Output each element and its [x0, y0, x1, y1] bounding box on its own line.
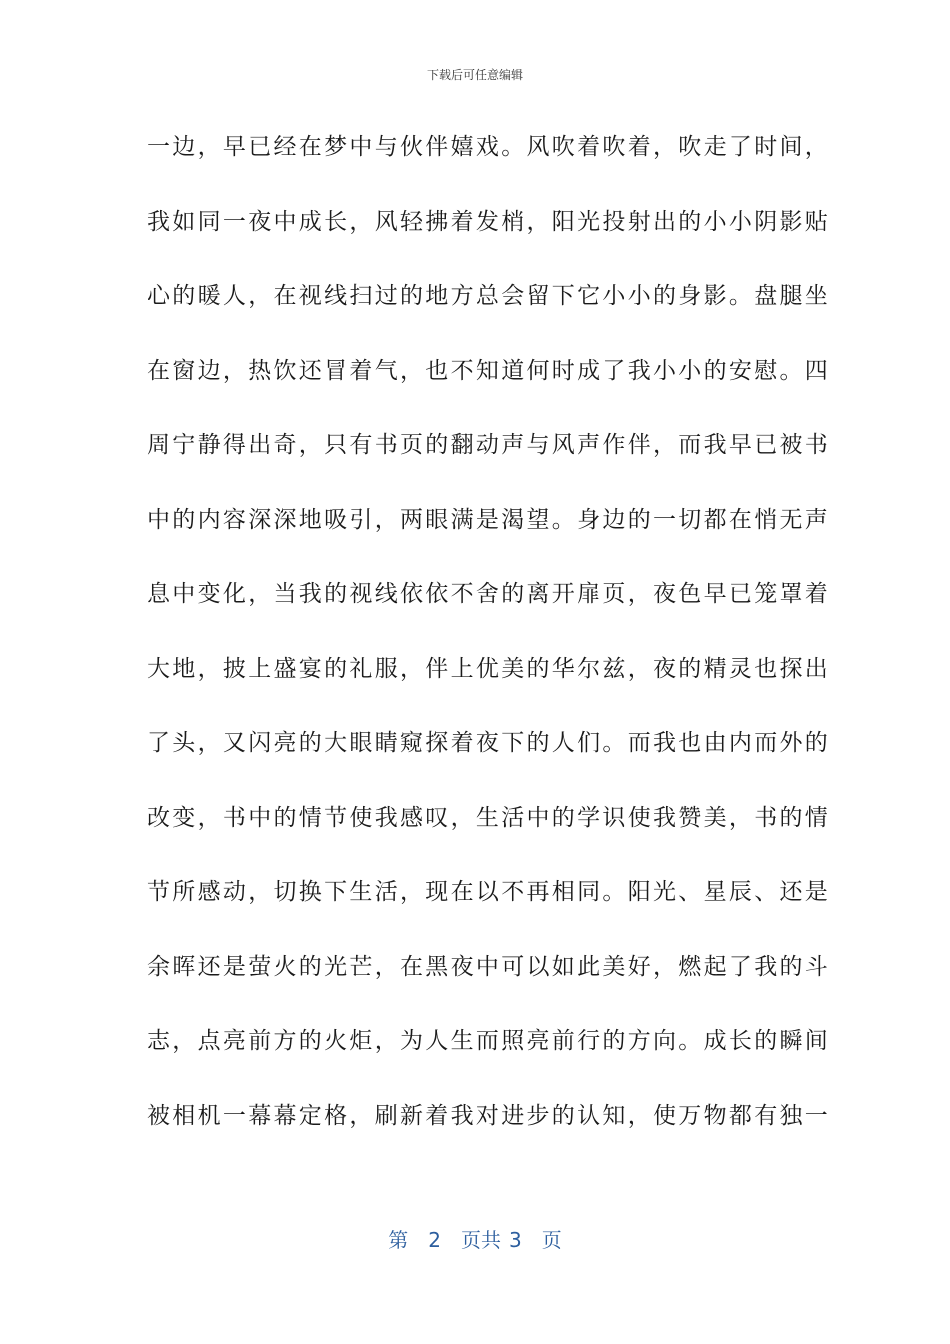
page-footer	[0, 1224, 950, 1253]
text-line: 大地，披上盛宴的礼服，伴上优美的华尔兹，夜的精灵也探出	[147, 655, 831, 682]
text-line: 息中变化，当我的视线依依不舍的离开扉页，夜色早已笼罩着	[147, 581, 831, 607]
text-line: 周宁静得出奇，只有书页的翻动声与风声作伴，而我早已被书	[147, 432, 831, 458]
text-line: 余晖还是萤火的光芒，在黑夜中可以如此美好，燃起了我的斗	[147, 953, 831, 980]
page-header: 下载后可任意编辑	[426, 68, 523, 82]
text-line: 心的暖人，在视线扫过的地方总会留下它小小的身影。盘腿坐	[147, 283, 831, 309]
text-line: 志，点亮前方的火炬，为人生而照亮前行的方向。成长的瞬间	[147, 1028, 831, 1054]
text-line: 节所感动，切换下生活，现在以不再相同。阳光、星辰、还是	[147, 879, 831, 905]
text-line: 一边，早已经在梦中与伙伴嬉戏。风吹着吹着，吹走了时间，	[147, 134, 831, 160]
current-page-number: 2	[428, 1228, 441, 1252]
text-line: 了头，又闪亮的大眼睛窥探着夜下的人们。而我也由内而外的	[147, 730, 831, 756]
text-line: 我如同一夜中成长，风轻拂着发梢，阳光投射出的小小阴影贴	[147, 208, 831, 235]
text-line: 中的内容深深地吸引，两眼满是渴望。身边的一切都在悄无声	[147, 506, 831, 533]
text-line: 被相机一幕幕定格，刷新着我对进步的认知，使万物都有独一	[147, 1102, 831, 1129]
text-line: 改变，书中的情节使我感叹，生活中的学识使我赞美，书的情	[147, 804, 831, 831]
text-line: 在窗边，热饮还冒着气，也不知道何时成了我小小的安慰。四	[147, 357, 831, 384]
total-pages-number: 3	[509, 1228, 522, 1252]
document-body	[147, 120, 831, 1163]
footer-suffix: 页	[541, 1228, 562, 1252]
footer-prefix: 第	[388, 1228, 409, 1252]
footer-middle: 页共	[461, 1228, 501, 1252]
